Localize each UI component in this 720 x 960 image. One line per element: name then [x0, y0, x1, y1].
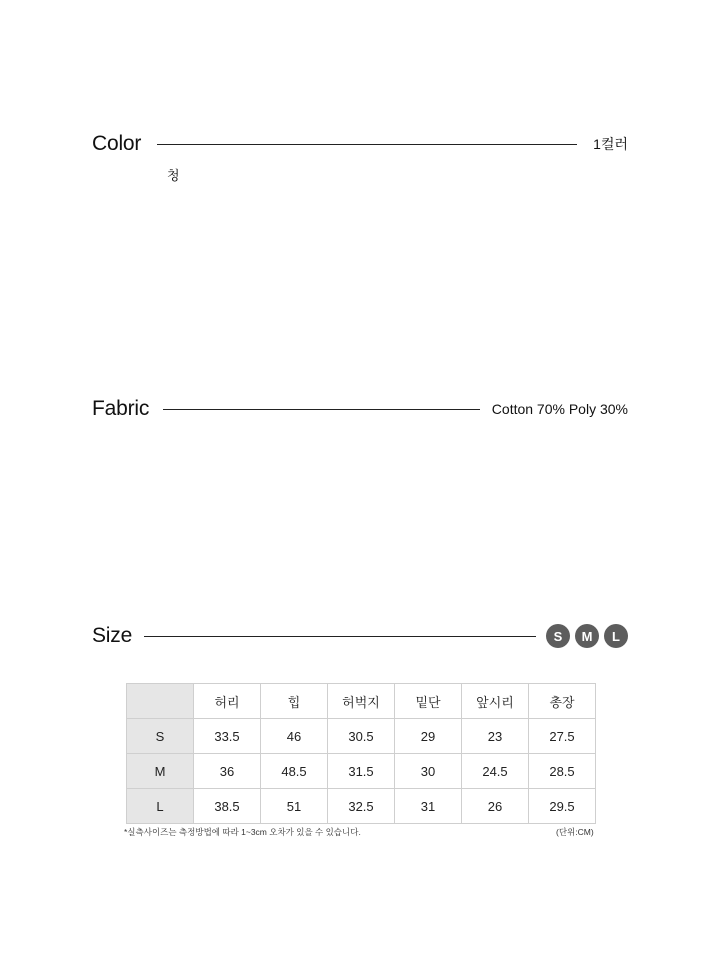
table-cell: 30 — [395, 754, 462, 789]
column-header-front-rise: 앞시리 — [462, 684, 529, 719]
size-table — [126, 683, 596, 824]
row-header-size: M — [127, 754, 194, 789]
table-cell: 31.5 — [328, 754, 395, 789]
color-divider — [157, 144, 577, 145]
table-cell: 29.5 — [529, 789, 596, 824]
color-option-1: 청 — [167, 168, 180, 183]
table-cell: 38.5 — [194, 789, 261, 824]
table-row — [127, 754, 596, 789]
table-cell: 33.5 — [194, 719, 261, 754]
table-cell: 46 — [261, 719, 328, 754]
measurement-note: *실측사이즈는 측정방법에 따라 1~3cm 오차가 있을 수 있습니다. — [124, 827, 361, 837]
row-header-size: S — [127, 719, 194, 754]
table-cell: 28.5 — [529, 754, 596, 789]
size-badges — [546, 624, 628, 648]
table-cell: 31 — [395, 789, 462, 824]
fabric-section-header — [92, 397, 628, 421]
column-header-thigh: 허벅지 — [328, 684, 395, 719]
table-cell: 36 — [194, 754, 261, 789]
table-row — [127, 719, 596, 754]
size-badge-s: S — [546, 624, 570, 648]
size-badge-l: L — [604, 624, 628, 648]
column-header-hem: 밑단 — [395, 684, 462, 719]
table-cell: 51 — [261, 789, 328, 824]
color-section-header — [92, 132, 628, 156]
table-cell: 26 — [462, 789, 529, 824]
table-cell: 27.5 — [529, 719, 596, 754]
fabric-divider — [163, 409, 480, 410]
table-cell: 24.5 — [462, 754, 529, 789]
size-divider — [144, 636, 536, 637]
table-cell: 32.5 — [328, 789, 395, 824]
size-section-header — [92, 624, 628, 648]
table-cell: 29 — [395, 719, 462, 754]
unit-label: (단위:CM) — [556, 827, 594, 837]
column-header-length: 총장 — [529, 684, 596, 719]
table-cell: 30.5 — [328, 719, 395, 754]
size-title: Size — [92, 624, 133, 647]
table-row — [127, 789, 596, 824]
table-cell: 48.5 — [261, 754, 328, 789]
fabric-title: Fabric — [92, 397, 150, 420]
color-count: 1컬러 — [593, 136, 628, 152]
table-header-row — [127, 684, 596, 719]
row-header-size: L — [127, 789, 194, 824]
column-header-hip: 힙 — [261, 684, 328, 719]
column-header-waist: 허리 — [194, 684, 261, 719]
color-title: Color — [92, 132, 142, 155]
fabric-composition: Cotton 70% Poly 30% — [491, 401, 628, 417]
table-cell: 23 — [462, 719, 529, 754]
table-corner-cell — [127, 684, 194, 719]
size-badge-m: M — [575, 624, 599, 648]
